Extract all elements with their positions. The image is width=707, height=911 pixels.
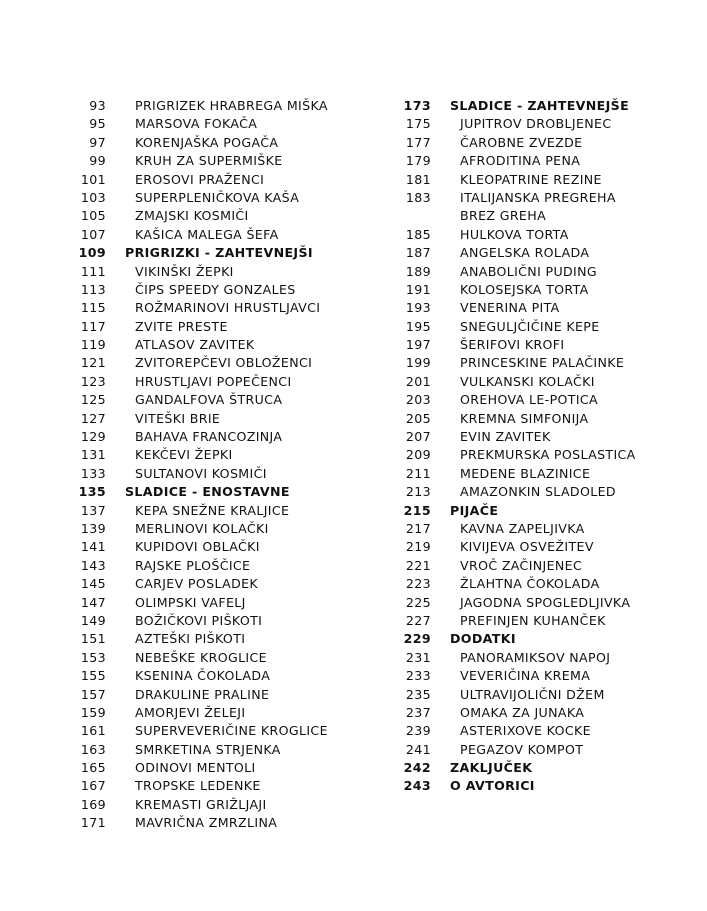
page-number: 233 — [405, 668, 431, 684]
page-number: 123 — [80, 373, 106, 389]
toc-entry — [60, 777, 380, 795]
toc-entry — [60, 134, 380, 152]
toc-entry — [60, 391, 380, 409]
entry-title: MERLINOVI KOLAČKI — [135, 520, 269, 536]
entry-title: ZAKLJUČEK — [450, 760, 533, 776]
entry-title: ROŽMARINOVI HRUSTLJAVCI — [135, 300, 321, 316]
toc-entry — [385, 612, 685, 630]
entry-title: KEPA SNEŽNE KRALJICE — [135, 502, 290, 518]
toc-entry — [385, 410, 685, 428]
entry-title: ANABOLIČNI PUDING — [460, 263, 597, 279]
toc-entry — [60, 263, 380, 281]
toc-entry — [385, 520, 685, 538]
entry-title: DODATKI — [450, 631, 516, 647]
entry-title: KREMASTI GRIŽLJAJI — [135, 796, 267, 812]
entry-title: ŽLAHTNA ČOKOLADA — [460, 576, 600, 592]
toc-entry — [385, 207, 685, 225]
page-number: 105 — [80, 208, 106, 224]
page-number: 241 — [405, 741, 431, 757]
toc-entry — [385, 446, 685, 464]
page-number: 215 — [403, 502, 431, 518]
entry-title: KRUH ZA SUPERMIŠKE — [135, 153, 283, 169]
entry-title: O AVTORICI — [450, 778, 535, 794]
toc-entry — [60, 428, 380, 446]
entry-title: ČIPS SPEEDY GONZALES — [135, 281, 296, 297]
entry-title: ŠERIFOVI KROFI — [460, 337, 565, 353]
toc-entry — [60, 281, 380, 299]
page-number: 205 — [405, 410, 431, 426]
toc-entry — [60, 814, 380, 832]
page-number: 231 — [405, 649, 431, 665]
page-number: 125 — [80, 392, 106, 408]
entry-title: VEVERIČINA KREMA — [460, 668, 591, 684]
toc-entry — [385, 115, 685, 133]
entry-title: SUPERVEVERIČINE KROGLICE — [135, 723, 328, 739]
toc-entry — [60, 299, 380, 317]
entry-title: MAVRIČNA ZMRZLINA — [135, 815, 278, 831]
entry-title: ASTERIXOVE KOCKE — [460, 723, 591, 739]
page-number: 153 — [80, 649, 106, 665]
page-number: 239 — [405, 723, 431, 739]
entry-title: KREMNA SIMFONIJA — [460, 410, 589, 426]
page-number: 219 — [405, 539, 431, 555]
toc-entry — [60, 649, 380, 667]
page-number: 121 — [80, 355, 106, 371]
entry-title: AMORJEVI ŽELEJI — [135, 704, 246, 720]
toc-entry — [60, 630, 380, 648]
page-number: 141 — [80, 539, 106, 555]
toc-entry — [60, 741, 380, 759]
page-number: 217 — [405, 520, 431, 536]
toc-entry — [60, 759, 380, 777]
page-number: 159 — [80, 704, 106, 720]
entry-title: VULKANSKI KOLAČKI — [460, 373, 595, 389]
entry-title: PEGAZOV KOMPOT — [460, 741, 584, 757]
entry-title: KLEOPATRINE REZINE — [460, 171, 602, 187]
toc-entry — [385, 134, 685, 152]
entry-title: SMRKETINA STRJENKA — [135, 741, 281, 757]
entry-title: JAGODNA SPOGLEDLJIVKA — [460, 594, 631, 610]
toc-entry — [60, 446, 380, 464]
page-number: 149 — [80, 612, 106, 628]
page-number: 155 — [80, 668, 106, 684]
entry-title: ODINOVI MENTOLI — [135, 760, 256, 776]
entry-title: RAJSKE PLOŠČICE — [135, 557, 251, 573]
page-number: 183 — [405, 189, 431, 205]
page-number: 107 — [80, 226, 106, 242]
page-number: 227 — [405, 612, 431, 628]
toc-entry — [60, 667, 380, 685]
toc-left-column — [60, 97, 380, 833]
toc-entry — [60, 796, 380, 814]
toc-entry — [60, 465, 380, 483]
toc-entry — [385, 299, 685, 317]
page-number: 175 — [405, 116, 431, 132]
entry-title: KUPIDOVI OBLAČKI — [135, 539, 260, 555]
page-number: 157 — [80, 686, 106, 702]
toc-section-heading — [385, 97, 685, 115]
page-number: 145 — [80, 576, 106, 592]
entry-title: SULTANOVI KOSMIČI — [135, 465, 267, 481]
toc-entry — [385, 722, 685, 740]
toc-entry — [60, 538, 380, 556]
toc-entry — [385, 318, 685, 336]
toc-entry — [60, 115, 380, 133]
entry-title: KIVIJEVA OSVEŽITEV — [460, 539, 594, 555]
toc-entry — [60, 502, 380, 520]
page-number: 195 — [405, 318, 431, 334]
page-number: 103 — [80, 189, 106, 205]
toc-entry — [60, 704, 380, 722]
entry-title: KEKČEVI ŽEPKI — [135, 447, 233, 463]
page-number: 95 — [89, 116, 106, 132]
toc-entry — [60, 410, 380, 428]
toc-entry — [60, 354, 380, 372]
entry-title: JUPITROV DROBLJENEC — [460, 116, 612, 132]
entry-title: ZVITOREPČEVI OBLOŽENCI — [135, 355, 313, 371]
entry-title: ZVITE PRESTE — [135, 318, 228, 334]
toc-entry — [60, 373, 380, 391]
toc-entry — [385, 354, 685, 372]
toc-entry — [60, 612, 380, 630]
page-number: 189 — [405, 263, 431, 279]
page-number: 207 — [405, 429, 431, 445]
entry-title: SNEGULJČIČINE KEPE — [460, 318, 600, 334]
toc-entry — [60, 575, 380, 593]
toc-entry — [60, 318, 380, 336]
toc-entry — [60, 336, 380, 354]
toc-entry — [385, 244, 685, 262]
toc-entry — [60, 97, 380, 115]
toc-entry — [60, 152, 380, 170]
toc-entry — [60, 557, 380, 575]
toc-entry — [385, 575, 685, 593]
entry-title: PRIGRIZKI - ZAHTEVNEJŠI — [125, 245, 313, 261]
entry-title: SLADICE - ZAHTEVNEJŠE — [450, 98, 630, 113]
toc-entry — [385, 649, 685, 667]
page-number: 135 — [78, 484, 106, 500]
toc-entry — [60, 171, 380, 189]
toc-entry — [385, 704, 685, 722]
entry-title: AFRODITINA PENA — [460, 153, 581, 169]
page-number: 191 — [405, 281, 431, 297]
toc-entry — [385, 686, 685, 704]
page-number: 115 — [80, 300, 106, 316]
toc-entry — [60, 594, 380, 612]
page-number: 243 — [403, 778, 431, 794]
toc-entry — [385, 152, 685, 170]
toc-entry — [385, 594, 685, 612]
page-number: 173 — [403, 98, 431, 113]
entry-title: DRAKULINE PRALINE — [135, 686, 270, 702]
toc-section-heading — [385, 777, 685, 795]
page-number: 119 — [80, 337, 106, 353]
page-number: 179 — [405, 153, 431, 169]
page-number: 109 — [78, 245, 106, 261]
toc-entry — [60, 207, 380, 225]
page-number: 237 — [405, 704, 431, 720]
page-number: 111 — [80, 263, 106, 279]
toc-entry — [60, 520, 380, 538]
entry-title: VIKINŠKI ŽEPKI — [135, 263, 234, 279]
entry-title: ZMAJSKI KOSMIČI — [135, 208, 249, 224]
page-number: 97 — [89, 134, 106, 150]
entry-title: AMAZONKIN SLADOLED — [460, 484, 616, 500]
toc-entry — [385, 373, 685, 391]
entry-title: GANDALFOVA ŠTRUCA — [135, 392, 283, 408]
page-number: 213 — [405, 484, 431, 500]
entry-title: SUPERPLENIČKOVA KAŠA — [135, 189, 300, 205]
entry-title: OMAKA ZA JUNAKA — [460, 704, 585, 720]
toc-entry — [385, 226, 685, 244]
page-number: 242 — [403, 760, 431, 776]
toc-entry — [385, 557, 685, 575]
toc-entry — [385, 741, 685, 759]
page-number: 99 — [89, 153, 106, 169]
entry-title: BOŽIČKOVI PIŠKOTI — [135, 612, 263, 628]
entry-title: MARSOVA FOKAČA — [135, 116, 258, 132]
toc-entry — [385, 189, 685, 207]
toc-entry — [60, 226, 380, 244]
entry-title: VITEŠKI BRIE — [135, 410, 221, 426]
page-number: 167 — [80, 778, 106, 794]
page-number: 127 — [80, 410, 106, 426]
toc-entry — [385, 667, 685, 685]
toc-section-heading — [60, 483, 380, 501]
page-number: 137 — [80, 502, 106, 518]
entry-title: EROSOVI PRAŽENCI — [135, 171, 265, 187]
entry-title: VENERINA PITA — [460, 300, 560, 316]
toc-entry — [60, 686, 380, 704]
page-number: 165 — [80, 760, 106, 776]
entry-title: KSENINA ČOKOLADA — [135, 668, 271, 684]
entry-title: EVIN ZAVITEK — [460, 429, 551, 445]
toc-right-column — [385, 97, 685, 796]
page-number: 209 — [405, 447, 431, 463]
page-number: 131 — [80, 447, 106, 463]
page-number: 93 — [89, 98, 106, 113]
entry-title: TROPSKE LEDENKE — [135, 778, 261, 794]
page-number: 235 — [405, 686, 431, 702]
page-number: 117 — [80, 318, 106, 334]
entry-title: BAHAVA FRANCOZINJA — [135, 429, 283, 445]
entry-title: PRINCESKINE PALAČINKE — [460, 355, 625, 371]
page-number: 221 — [405, 557, 431, 573]
toc-entry — [385, 263, 685, 281]
toc-entry — [385, 336, 685, 354]
page-number: 185 — [405, 226, 431, 242]
page-number: 203 — [405, 392, 431, 408]
page-number: 177 — [405, 134, 431, 150]
page-number: 201 — [405, 373, 431, 389]
entry-title: SLADICE - ENOSTAVNE — [125, 484, 290, 500]
page-number: 163 — [80, 741, 106, 757]
entry-title: BREZ GREHA — [460, 208, 547, 224]
entry-title: PREFINJEN KUHANČEK — [460, 612, 606, 628]
page-number: 139 — [80, 520, 106, 536]
entry-title: OREHOVA LE-POTICA — [460, 392, 598, 408]
entry-title: AZTEŠKI PIŠKOTI — [135, 631, 246, 647]
page-number: 223 — [405, 576, 431, 592]
page-number: 113 — [80, 281, 106, 297]
page-number: 147 — [80, 594, 106, 610]
entry-title: PRIGRIZEK HRABREGA MIŠKA — [135, 98, 328, 113]
toc-entry — [60, 189, 380, 207]
entry-title: KOLOSEJSKA TORTA — [460, 281, 589, 297]
toc-entry — [385, 465, 685, 483]
toc-section-heading — [385, 759, 685, 777]
toc-entry — [60, 722, 380, 740]
entry-title: PIJAČE — [450, 502, 499, 518]
page-number: 199 — [405, 355, 431, 371]
toc-entry — [385, 171, 685, 189]
entry-title: ATLASOV ZAVITEK — [135, 337, 255, 353]
entry-title: OLIMPSKI VAFELJ — [135, 594, 246, 610]
page-number: 151 — [80, 631, 106, 647]
page-number: 101 — [80, 171, 106, 187]
toc-entry — [385, 538, 685, 556]
entry-title: PANORAMIKSOV NAPOJ — [460, 649, 611, 665]
entry-title: KAŠICA MALEGA ŠEFA — [135, 226, 279, 242]
page-number: 197 — [405, 337, 431, 353]
toc-entry — [385, 281, 685, 299]
page-number — [385, 207, 431, 225]
page-number: 143 — [80, 557, 106, 573]
page-number: 193 — [405, 300, 431, 316]
page-number: 161 — [80, 723, 106, 739]
toc-section-heading — [385, 630, 685, 648]
toc-entry — [385, 391, 685, 409]
page-number: 229 — [403, 631, 431, 647]
page-number: 225 — [405, 594, 431, 610]
page-number: 187 — [405, 245, 431, 261]
entry-title: ITALIJANSKA PREGREHA — [460, 189, 616, 205]
page-number: 211 — [405, 465, 431, 481]
entry-title: CARJEV POSLADEK — [135, 576, 259, 592]
page-number: 169 — [80, 796, 106, 812]
entry-title: MEDENE BLAZINICE — [460, 465, 591, 481]
toc-section-heading — [60, 244, 380, 262]
entry-title: HRUSTLJAVI POPEČENCI — [135, 373, 292, 389]
entry-title: KORENJAŠKA POGAČA — [135, 134, 279, 150]
entry-title: ULTRAVIJOLIČNI DŽEM — [460, 686, 605, 702]
entry-title: ČAROBNE ZVEZDE — [460, 134, 583, 150]
page-number: 171 — [80, 815, 106, 831]
toc-entry — [385, 483, 685, 501]
toc-section-heading — [385, 502, 685, 520]
entry-title: NEBEŠKE KROGLICE — [135, 649, 267, 665]
entry-title: HULKOVA TORTA — [460, 226, 569, 242]
page-number: 181 — [405, 171, 431, 187]
entry-title: ANGELSKA ROLADA — [460, 245, 590, 261]
entry-title: VROČ ZAČINJENEC — [460, 557, 583, 573]
page-number: 129 — [80, 429, 106, 445]
page-number: 133 — [80, 465, 106, 481]
entry-title: PREKMURSKA POSLASTICA — [460, 447, 636, 463]
entry-title: KAVNA ZAPELJIVKA — [460, 520, 585, 536]
toc-entry — [385, 428, 685, 446]
